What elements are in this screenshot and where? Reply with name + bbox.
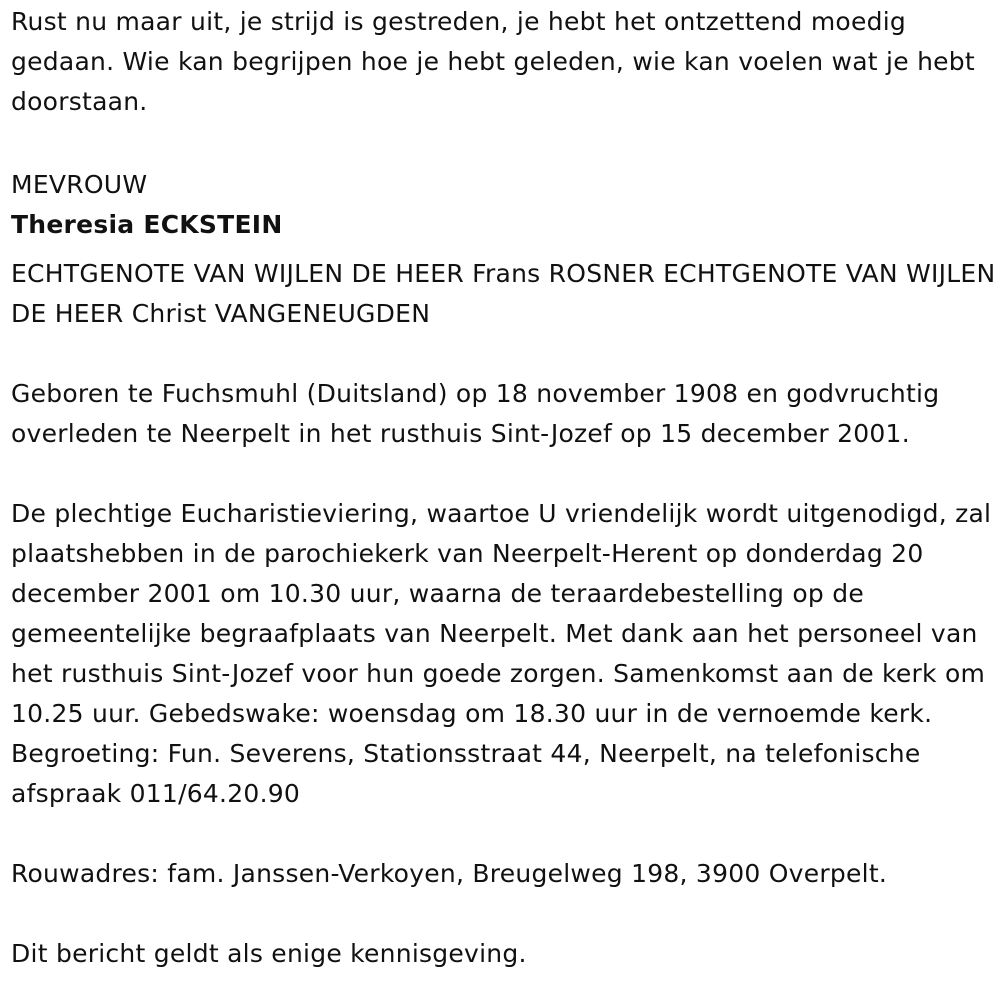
spacer	[11, 334, 996, 374]
spacer	[11, 814, 996, 854]
deceased-name: Theresia ECKSTEIN	[11, 210, 283, 239]
obituary-notice	[11, 2, 996, 974]
ceremony-info: De plechtige Eucharistieviering, waartoe U vriendelijk wordt uitgenodigd, zal plaatshebben in de parochiekerk van Neerpelt-Herent op donderdag 20 december 2001 om 10.30 uur, waarna de teraardebestelling op de gemeentelijke begraafplaats van Neerpelt. Met dank aan het personeel van het rusthuis Sint-Jozef voor hun goede zorgen. Samenkomst aan de kerk om 10.25 uur. Gebedswake: woensdag om 18.30 uur in de vernoemde kerk. Begroeting: Fun. Severens, Stationsstraat 44, Neerpelt, na telefonische afspraak 011/64.20.90	[11, 499, 992, 808]
spacer	[11, 122, 996, 162]
mourning-address: Rouwadres: fam. Janssen-Verkoyen, Breugelweg 198, 3900 Overpelt.	[11, 859, 888, 888]
closing-line: Dit bericht geldt als enige kennisgeving.	[11, 939, 527, 968]
spacer	[11, 894, 996, 934]
opening-verse: Rust nu maar uit, je strijd is gestreden, je hebt het ontzettend moedig gedaan. Wie kan begrijpen hoe je hebt geleden, wie kan voelen wat je hebt doorstaan.	[11, 7, 975, 116]
spouse-info: ECHTGENOTE VAN WIJLEN DE HEER Frans ROSNER ECHTGENOTE VAN WIJLEN DE HEER Christ VANGENEUGDEN	[11, 259, 996, 328]
title-label: MEVROUW	[11, 170, 148, 199]
birth-death-info: Geboren te Fuchsmuhl (Duitsland) op 18 november 1908 en godvruchtig overleden te Neerpelt in het rusthuis Sint-Jozef op 15 december 2001.	[11, 379, 940, 448]
spacer	[11, 454, 996, 494]
